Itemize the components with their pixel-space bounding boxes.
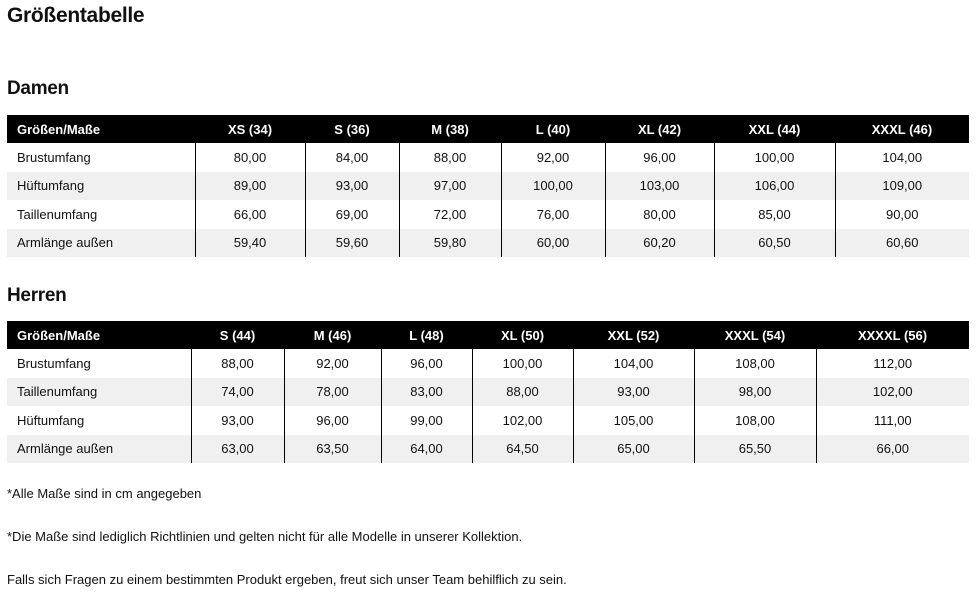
table-cell: 83,00 — [381, 378, 472, 407]
table-cell: 93,00 — [191, 406, 284, 435]
table-cell: 98,00 — [694, 378, 816, 407]
header-cell: XXL (52) — [607, 327, 660, 343]
table-cell: 64,50 — [472, 435, 573, 464]
table-cell: 72,00 — [399, 200, 501, 229]
herren-section-title: Herren — [7, 285, 67, 306]
table-cell: 65,00 — [573, 435, 694, 464]
header-cell: XL (42) — [637, 121, 682, 137]
header-cell: XXL (44) — [748, 121, 801, 137]
header-cell: L (40) — [535, 121, 571, 137]
table-cell: 74,00 — [191, 378, 284, 407]
table-cell: 92,00 — [501, 143, 605, 172]
header-cell: M (38) — [431, 121, 469, 137]
row-label: Brustumfang — [7, 143, 195, 172]
herren-size-table — [7, 321, 969, 463]
table-cell: 109,00 — [882, 178, 923, 194]
header-cell: S (44) — [219, 327, 256, 343]
table-cell: 112,00 — [873, 355, 913, 371]
table-cell: 106,00 — [714, 172, 835, 201]
table-cell: 59,40 — [195, 229, 305, 258]
header-cell: M (46) — [313, 327, 352, 343]
row-label: Taillenumfang — [7, 200, 195, 229]
table-header-row — [7, 321, 969, 349]
table-cell: 88,00 — [472, 378, 573, 407]
table-cell: 102,00 — [872, 384, 913, 400]
table-cell: 100,00 — [714, 143, 835, 172]
table-cell: 84,00 — [305, 143, 399, 172]
table-cell: 90,00 — [885, 206, 919, 222]
row-label: Taillenumfang — [7, 378, 191, 407]
table-row — [7, 229, 969, 258]
table-cell: 100,00 — [472, 349, 573, 378]
table-row — [7, 200, 969, 229]
header-cell: XS (34) — [227, 121, 273, 137]
table-row — [7, 143, 969, 172]
table-cell: 88,00 — [191, 349, 284, 378]
damen-size-table — [7, 115, 969, 257]
table-cell: 66,00 — [195, 200, 305, 229]
table-cell: 59,60 — [305, 229, 399, 258]
row-label: Hüftumfang — [7, 172, 195, 201]
row-label: Armlänge außen — [7, 229, 195, 258]
footnote-guidelines: *Die Maße sind lediglich Richtlinien und gelten nicht für alle Modelle in unserer Kollektion. — [7, 529, 523, 544]
header-cell: XL (50) — [500, 327, 545, 343]
table-cell: 85,00 — [714, 200, 835, 229]
table-cell: 96,00 — [284, 406, 381, 435]
table-cell: 76,00 — [501, 200, 605, 229]
table-cell: 63,50 — [284, 435, 381, 464]
header-cell: S (36) — [334, 121, 370, 137]
table-cell: 104,00 — [573, 349, 694, 378]
table-cell: 92,00 — [284, 349, 381, 378]
table-cell: 104,00 — [882, 149, 923, 165]
table-cell: 108,00 — [694, 349, 816, 378]
table-cell: 69,00 — [305, 200, 399, 229]
table-cell: 65,50 — [694, 435, 816, 464]
row-label: Hüftumfang — [7, 406, 191, 435]
table-cell: 93,00 — [573, 378, 694, 407]
footnote-units: *Alle Maße sind in cm angegeben — [7, 486, 202, 501]
table-cell: 59,80 — [399, 229, 501, 258]
table-cell: 63,00 — [191, 435, 284, 464]
table-header-row — [7, 115, 969, 143]
table-row — [7, 435, 969, 464]
row-label: Armlänge außen — [7, 435, 191, 464]
table-cell: 89,00 — [195, 172, 305, 201]
table-cell: 80,00 — [195, 143, 305, 172]
table-cell: 105,00 — [573, 406, 694, 435]
table-cell: 80,00 — [605, 200, 714, 229]
table-cell: 103,00 — [605, 172, 714, 201]
table-cell: 60,00 — [501, 229, 605, 258]
footnote-contact: Falls sich Fragen zu einem bestimmten Produkt ergeben, freut sich unser Team behilflich zu sein. — [7, 572, 567, 587]
table-cell: 64,00 — [381, 435, 472, 464]
table-row — [7, 378, 969, 407]
header-cell: XXXL (46) — [871, 121, 933, 137]
table-cell: 60,50 — [714, 229, 835, 258]
table-cell: 60,20 — [605, 229, 714, 258]
table-cell: 102,00 — [472, 406, 573, 435]
table-cell: 88,00 — [399, 143, 501, 172]
header-cell: L (48) — [409, 327, 444, 343]
table-row — [7, 406, 969, 435]
table-cell: 93,00 — [305, 172, 399, 201]
table-cell: 96,00 — [381, 349, 472, 378]
page-title: Größentabelle — [7, 4, 145, 27]
table-cell: 78,00 — [284, 378, 381, 407]
table-cell: 100,00 — [501, 172, 605, 201]
header-cell: Größen/Maße — [17, 121, 101, 137]
header-cell: Größen/Maße — [17, 327, 101, 343]
row-label: Brustumfang — [7, 349, 191, 378]
table-cell: 108,00 — [694, 406, 816, 435]
table-cell: 99,00 — [381, 406, 472, 435]
table-row — [7, 172, 969, 201]
table-cell: 97,00 — [399, 172, 501, 201]
table-cell: 60,60 — [885, 235, 919, 251]
table-cell: 96,00 — [605, 143, 714, 172]
table-cell: 66,00 — [876, 441, 910, 457]
damen-section-title: Damen — [7, 78, 69, 99]
header-cell: XXXL (54) — [724, 327, 786, 343]
table-cell: 111,00 — [873, 412, 912, 428]
table-row — [7, 349, 969, 378]
header-cell: XXXXL (56) — [857, 327, 928, 343]
